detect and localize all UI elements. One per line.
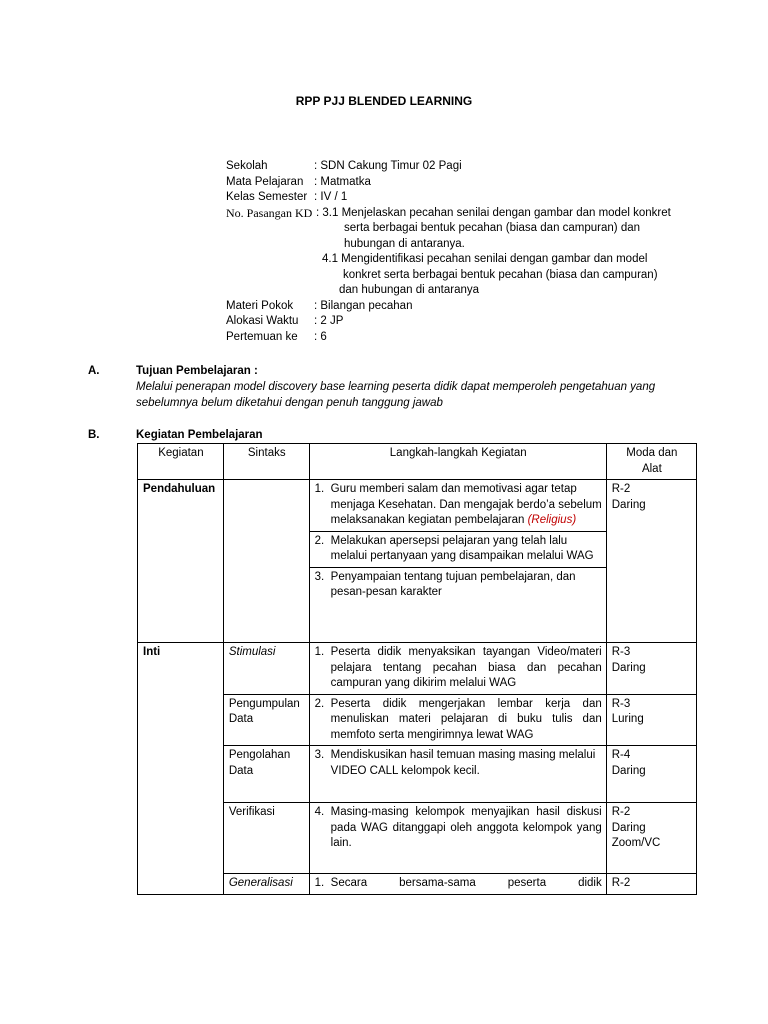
- identity-block: [226, 159, 671, 345]
- step-number: 3.: [314, 749, 325, 761]
- moda-cell: [606, 694, 696, 746]
- section-title: Tujuan Pembelajaran :: [136, 365, 258, 377]
- list-item: [310, 531, 606, 565]
- info-alokasi: [226, 314, 658, 330]
- list-item: [315, 482, 602, 529]
- moda-cell: [606, 874, 696, 895]
- moda-cell: [606, 746, 696, 803]
- kd-line: hubungan di antaranya.: [344, 237, 465, 250]
- sintaks-cell: Generalisasi: [223, 874, 309, 895]
- tujuan-text: [136, 380, 696, 411]
- info-kelas: [226, 190, 658, 206]
- moda-mode: Daring: [611, 661, 646, 674]
- tujuan-line: Melalui penerapan model discovery base learning peserta didik dapat memperoleh pengetahuan yang: [136, 381, 656, 393]
- kegiatan-pendahuluan: Pendahuluan: [138, 480, 224, 643]
- kegiatan-inti: Inti: [138, 643, 224, 895]
- header-kegiatan: Kegiatan: [138, 444, 224, 480]
- moda-mode: Luring: [611, 713, 644, 725]
- kd-line: konkret serta berbagai bentuk pecahan (biasa dan campuran): [343, 268, 658, 281]
- character-tag: (Religius): [527, 514, 577, 526]
- section-letter: B.: [88, 429, 100, 441]
- list-item: [315, 805, 602, 852]
- info-value: : Bilangan pecahan: [314, 299, 413, 312]
- langkah-cell: [309, 746, 606, 803]
- info-sekolah: [226, 159, 658, 175]
- kd-line: 4.1 Mengidentifikasi pecahan senilai dengan gambar dan model: [322, 253, 648, 265]
- kegiatan-table: [137, 443, 697, 895]
- kd-line: serta berbagai bentuk pecahan (biasa dan campuran) dan: [344, 222, 641, 234]
- moda-cell: [606, 803, 696, 874]
- step-number: 2.: [314, 534, 325, 547]
- sintaks-cell: Pengolahan Data: [223, 746, 309, 803]
- table-row: [138, 480, 697, 643]
- info-label: Pertemuan ke: [226, 330, 298, 343]
- langkah-cell: [309, 803, 606, 874]
- list-item: [315, 697, 602, 744]
- info-pertemuan: [226, 330, 658, 346]
- langkah-cell: [309, 480, 606, 643]
- info-value: : 6: [314, 330, 327, 343]
- header-langkah: Langkah-langkah Kegiatan: [309, 444, 606, 480]
- sintaks-cell: Pengumpulan Data: [223, 694, 309, 746]
- moda-code: R-3: [611, 646, 631, 658]
- list-item: [315, 876, 602, 892]
- info-label: Sekolah: [226, 160, 268, 172]
- list-item: [310, 567, 606, 601]
- step-text: Secara bersama-sama peserta didik: [330, 877, 602, 889]
- step-text: [331, 482, 602, 529]
- step-text: Mendiskusikan hasil temuan masing masing melalui VIDEO CALL kelompok kecil.: [330, 749, 596, 777]
- header-moda-line: Moda dan: [626, 447, 678, 459]
- moda-cell: [606, 480, 696, 643]
- step-number: 1.: [314, 483, 325, 495]
- langkah-cell: [309, 643, 606, 695]
- table-row: [138, 643, 697, 695]
- info-value: : SDN Cakung Timur 02 Pagi: [314, 160, 462, 172]
- step-number: 1.: [314, 877, 325, 889]
- moda-cell: [606, 643, 696, 695]
- step-number: 2.: [314, 697, 325, 710]
- langkah-cell: [309, 874, 606, 895]
- section-b-heading: [88, 428, 263, 444]
- moda-code: R-3: [611, 697, 631, 710]
- header-sintaks: Sintaks: [223, 444, 309, 480]
- section-letter: A.: [88, 365, 100, 377]
- sintaks-cell: Stimulasi: [223, 643, 309, 695]
- moda-code: R-2: [611, 877, 631, 889]
- page-title: RPP PJJ BLENDED LEARNING: [295, 94, 473, 108]
- info-mapel: [226, 175, 658, 191]
- info-value: : Matmatka: [314, 175, 371, 188]
- moda-tool: Zoom/VC: [611, 837, 661, 849]
- info-label: Mata Pelajaran: [226, 175, 304, 188]
- info-label: No. Pasangan KD: [226, 205, 313, 220]
- moda-code: R-2: [611, 806, 631, 818]
- step-number: 1.: [314, 646, 325, 658]
- step-text: Melakukan apersepsi pelajaran yang telah lalu melalui pertanyaan yang disampaikan melalui WAG: [330, 534, 594, 562]
- tujuan-line: sebelumnya belum diketahui dengan penuh tanggung jawab: [136, 396, 443, 409]
- step-text: Masing-masing kelompok menyajikan hasil diskusi pada WAG ditanggapi oleh anggota kelompok yang lain.: [330, 806, 602, 849]
- info-label: Materi Pokok: [226, 299, 294, 312]
- step-text: Peserta didik menyaksikan tayangan Video/materi pelajara tentang pecahan biasa dan pecahan campuran yang dikirim melalui WAG: [330, 646, 602, 689]
- moda-mode: Daring: [611, 498, 646, 511]
- kd-line: dan hubungan di antaranya: [339, 284, 480, 296]
- section-title: Kegiatan Pembelajaran: [136, 429, 263, 441]
- step-number: 3.: [314, 570, 325, 583]
- info-value: : 3.1 Menjelaskan pecahan senilai dengan gambar dan model konkret: [316, 206, 671, 219]
- list-item: [315, 748, 602, 779]
- sintaks-cell: [223, 480, 309, 643]
- step-number: 4.: [314, 806, 325, 818]
- list-item: [315, 645, 602, 692]
- info-label: Alokasi Waktu: [226, 315, 299, 327]
- section-a-heading: [88, 364, 258, 380]
- step-text: Penyampaian tentang tujuan pembelajaran, dan pesan-pesan karakter: [330, 570, 576, 598]
- header-moda-line: Alat: [641, 462, 662, 475]
- info-value: : 2 JP: [314, 315, 344, 327]
- info-materi: [226, 299, 658, 315]
- step-body: Guru memberi salam dan memotivasi agar tetap menjaga Kesehatan. Dan mengajak berdo’a sebelum melaksanakan kegiatan pembelajaran: [330, 483, 602, 526]
- langkah-cell: [309, 694, 606, 746]
- moda-mode: Daring: [611, 821, 646, 834]
- step-text: Peserta didik mengerjakan lembar kerja dan menuliskan materi pelajaran di buku tulis dan memfoto serta mengirimnya lewat WAG: [330, 697, 602, 741]
- moda-code: R-2: [611, 483, 631, 495]
- header-moda: [606, 444, 696, 480]
- sintaks-cell: Verifikasi: [223, 803, 309, 874]
- table-header-row: [138, 444, 697, 480]
- moda-mode: Daring: [611, 764, 646, 777]
- info-kd: [226, 205, 671, 222]
- moda-code: R-4: [611, 749, 631, 761]
- info-value: : IV / 1: [314, 191, 348, 203]
- info-label: Kelas Semester: [226, 191, 308, 203]
